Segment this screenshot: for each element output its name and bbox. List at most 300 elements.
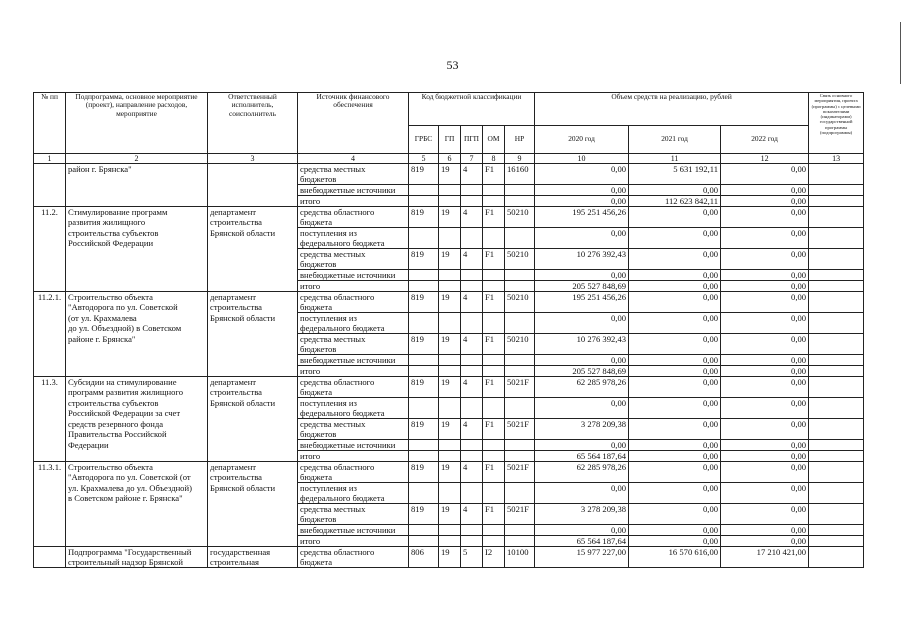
code-gp bbox=[439, 270, 461, 281]
table-row bbox=[34, 334, 864, 345]
code-gp bbox=[439, 196, 461, 207]
header-source: Источник финансового обеспечения bbox=[298, 93, 409, 154]
amount-2020: 0,00 bbox=[535, 440, 629, 451]
column-number: 13 bbox=[809, 154, 864, 164]
funding-source: средства областного bbox=[298, 462, 409, 473]
amount-2020: 0,00 bbox=[535, 270, 629, 281]
item-executor-line bbox=[208, 504, 298, 515]
table-row bbox=[34, 292, 864, 303]
funding-source: поступления из bbox=[298, 398, 409, 409]
funding-source: федерального бюджета bbox=[298, 493, 409, 504]
amount-2020: 62 285 978,26 bbox=[535, 462, 629, 483]
amount-2020: 65 564 187,64 bbox=[535, 536, 629, 547]
table-row bbox=[34, 451, 864, 462]
code-np bbox=[505, 281, 535, 292]
code-np: 5021F bbox=[505, 419, 535, 440]
item-name-line bbox=[66, 536, 208, 547]
amount-2020: 205 527 848,69 bbox=[535, 366, 629, 377]
funding-source: итого bbox=[298, 281, 409, 292]
code-om: F1 bbox=[483, 334, 505, 355]
amount-2022: 0,00 bbox=[721, 292, 809, 313]
header-year-2022: 2022 год bbox=[721, 126, 809, 154]
code-grbs bbox=[409, 451, 439, 462]
code-pgp: 5 bbox=[461, 547, 483, 568]
amount-2020: 0,00 bbox=[535, 196, 629, 207]
funding-source: бюджета bbox=[298, 302, 409, 313]
code-gp bbox=[439, 525, 461, 536]
code-om: F1 bbox=[483, 249, 505, 270]
code-gp: 19 bbox=[439, 547, 461, 568]
code-om bbox=[483, 536, 505, 547]
table-row bbox=[34, 536, 864, 547]
funding-source: бюджетов bbox=[298, 429, 409, 440]
item-executor-line bbox=[208, 429, 298, 440]
item-name-line: Строительство объекта bbox=[66, 462, 208, 473]
indicator-link bbox=[809, 377, 864, 398]
funding-source: бюджета bbox=[298, 472, 409, 483]
code-gp: 19 bbox=[439, 377, 461, 398]
item-name-line: строительный надзор Брянской bbox=[66, 557, 208, 568]
amount-2021: 0,00 bbox=[629, 334, 721, 355]
indicator-link bbox=[809, 292, 864, 313]
code-pgp: 4 bbox=[461, 292, 483, 313]
funding-source: итого bbox=[298, 536, 409, 547]
amount-2022: 0,00 bbox=[721, 462, 809, 483]
code-pgp bbox=[461, 398, 483, 419]
item-name-line: районе г. Брянска" bbox=[66, 334, 208, 345]
column-number: 1 bbox=[34, 154, 66, 164]
code-om bbox=[483, 185, 505, 196]
code-grbs bbox=[409, 536, 439, 547]
amount-2021: 0,00 bbox=[629, 377, 721, 398]
code-pgp: 4 bbox=[461, 462, 483, 483]
code-grbs bbox=[409, 313, 439, 334]
code-pgp bbox=[461, 483, 483, 504]
table-row bbox=[34, 196, 864, 207]
amount-2021: 0,00 bbox=[629, 313, 721, 334]
amount-2021: 0,00 bbox=[629, 185, 721, 196]
code-gp bbox=[439, 281, 461, 292]
code-gp: 19 bbox=[439, 207, 461, 228]
code-np bbox=[505, 525, 535, 536]
amount-2022: 0,00 bbox=[721, 355, 809, 366]
item-executor-line: строительная bbox=[208, 557, 298, 568]
item-name-line bbox=[66, 196, 208, 207]
column-number-row bbox=[34, 154, 864, 164]
funding-source: бюджетов bbox=[298, 259, 409, 270]
indicator-link bbox=[809, 547, 864, 568]
item-executor-line: строительства bbox=[208, 472, 298, 483]
table-row bbox=[34, 281, 864, 292]
item-name-line: Федерации bbox=[66, 440, 208, 451]
amount-2022: 0,00 bbox=[721, 419, 809, 440]
funding-source: внебюджетные источники bbox=[298, 270, 409, 281]
funding-source: итого bbox=[298, 451, 409, 462]
amount-2022: 0,00 bbox=[721, 249, 809, 270]
indicator-link bbox=[809, 451, 864, 462]
item-executor-line bbox=[208, 408, 298, 419]
funding-source: федерального бюджета bbox=[298, 238, 409, 249]
code-om bbox=[483, 313, 505, 334]
funding-source: внебюджетные источники bbox=[298, 185, 409, 196]
item-name-line: Субсидии на стимулирование bbox=[66, 377, 208, 388]
indicator-link bbox=[809, 355, 864, 366]
amount-2021: 0,00 bbox=[629, 483, 721, 504]
item-executor-line bbox=[208, 419, 298, 430]
amount-2021: 0,00 bbox=[629, 249, 721, 270]
indicator-link bbox=[809, 483, 864, 504]
code-np: 5021F bbox=[505, 377, 535, 398]
code-om bbox=[483, 366, 505, 377]
code-gp: 19 bbox=[439, 462, 461, 483]
code-pgp bbox=[461, 281, 483, 292]
funding-source: средства областного bbox=[298, 292, 409, 303]
funding-source: средства областного bbox=[298, 207, 409, 218]
code-om: F1 bbox=[483, 419, 505, 440]
item-name-line bbox=[66, 185, 208, 196]
table-row bbox=[34, 228, 864, 239]
indicator-link bbox=[809, 525, 864, 536]
table-row bbox=[34, 547, 864, 558]
item-name-line: в Советском районе г. Брянска" bbox=[66, 493, 208, 504]
code-pgp: 4 bbox=[461, 207, 483, 228]
item-name-line: Строительство объекта bbox=[66, 292, 208, 303]
funding-source: средства местных bbox=[298, 419, 409, 430]
amount-2022: 0,00 bbox=[721, 164, 809, 185]
code-np: 50210 bbox=[505, 292, 535, 313]
amount-2022: 0,00 bbox=[721, 525, 809, 536]
amount-2020: 3 278 209,38 bbox=[535, 504, 629, 525]
funding-source: федерального бюджета bbox=[298, 408, 409, 419]
indicator-link bbox=[809, 196, 864, 207]
indicator-link bbox=[809, 504, 864, 525]
header-year-2020: 2020 год bbox=[535, 126, 629, 154]
code-grbs bbox=[409, 525, 439, 536]
amount-2022: 0,00 bbox=[721, 377, 809, 398]
code-grbs: 819 bbox=[409, 292, 439, 313]
code-gp bbox=[439, 451, 461, 462]
indicator-link bbox=[809, 228, 864, 249]
item-executor-line bbox=[208, 323, 298, 334]
item-executor-line bbox=[208, 525, 298, 536]
code-grbs bbox=[409, 270, 439, 281]
item-executor-line bbox=[208, 440, 298, 451]
funding-source: бюджета bbox=[298, 387, 409, 398]
code-grbs bbox=[409, 483, 439, 504]
item-executor-line: строительства bbox=[208, 302, 298, 313]
item-name-line bbox=[66, 366, 208, 377]
funding-source: поступления из bbox=[298, 228, 409, 239]
header-budget-code: Код бюджетной классификации bbox=[409, 93, 535, 126]
item-name-line: Правительства Российской bbox=[66, 429, 208, 440]
amount-2020: 195 251 456,26 bbox=[535, 207, 629, 228]
code-pgp bbox=[461, 355, 483, 366]
funding-source: поступления из bbox=[298, 483, 409, 494]
funding-source: средства местных bbox=[298, 164, 409, 175]
item-name-line: программ развития жилищного bbox=[66, 387, 208, 398]
item-executor-line bbox=[208, 249, 298, 260]
funding-source: внебюджетные источники bbox=[298, 440, 409, 451]
funding-source: средства местных bbox=[298, 334, 409, 345]
code-np bbox=[505, 536, 535, 547]
item-name-line bbox=[66, 525, 208, 536]
code-om bbox=[483, 483, 505, 504]
code-pgp bbox=[461, 185, 483, 196]
item-name-line: Подпрограмма "Государственный bbox=[66, 547, 208, 558]
column-number: 8 bbox=[483, 154, 505, 164]
code-np bbox=[505, 440, 535, 451]
item-name-line bbox=[66, 174, 208, 185]
amount-2022: 0,00 bbox=[721, 313, 809, 334]
table-row bbox=[34, 398, 864, 409]
item-name-line: "Автодорога по ул. Советской bbox=[66, 302, 208, 313]
code-np bbox=[505, 355, 535, 366]
amount-2022: 0,00 bbox=[721, 228, 809, 249]
amount-2020: 205 527 848,69 bbox=[535, 281, 629, 292]
code-gp: 19 bbox=[439, 334, 461, 355]
item-name-line bbox=[66, 355, 208, 366]
item-executor-line bbox=[208, 238, 298, 249]
item-name-line bbox=[66, 451, 208, 462]
item-executor-line bbox=[208, 281, 298, 292]
column-number: 2 bbox=[66, 154, 208, 164]
amount-2021: 0,00 bbox=[629, 440, 721, 451]
amount-2021: 0,00 bbox=[629, 207, 721, 228]
funding-source: федерального бюджета bbox=[298, 323, 409, 334]
item-name-line bbox=[66, 281, 208, 292]
code-gp: 19 bbox=[439, 249, 461, 270]
amount-2021: 0,00 bbox=[629, 462, 721, 483]
amount-2020: 65 564 187,64 bbox=[535, 451, 629, 462]
item-executor-line: департамент bbox=[208, 377, 298, 388]
code-om: F1 bbox=[483, 462, 505, 483]
indicator-link bbox=[809, 270, 864, 281]
funding-source: бюджета bbox=[298, 217, 409, 228]
funding-source: средства областного bbox=[298, 547, 409, 558]
item-executor-line: департамент bbox=[208, 207, 298, 218]
header-grbs: ГРБС bbox=[409, 126, 439, 154]
amount-2020: 0,00 bbox=[535, 228, 629, 249]
amount-2020: 0,00 bbox=[535, 355, 629, 366]
code-gp: 19 bbox=[439, 164, 461, 185]
item-name-line bbox=[66, 514, 208, 525]
header-volume: Объем средств на реализацию, рублей bbox=[535, 93, 809, 126]
code-np: 10100 bbox=[505, 547, 535, 568]
amount-2020: 10 276 392,43 bbox=[535, 334, 629, 355]
table-row bbox=[34, 377, 864, 388]
item-executor-line bbox=[208, 174, 298, 185]
amount-2021: 0,00 bbox=[629, 366, 721, 377]
code-np: 5021F bbox=[505, 462, 535, 483]
item-executor-line bbox=[208, 196, 298, 207]
code-grbs bbox=[409, 281, 439, 292]
amount-2020: 195 251 456,26 bbox=[535, 292, 629, 313]
amount-2022: 0,00 bbox=[721, 270, 809, 281]
amount-2022: 0,00 bbox=[721, 451, 809, 462]
item-executor-line bbox=[208, 259, 298, 270]
item-number: 11.2.1. bbox=[34, 292, 66, 377]
code-grbs: 819 bbox=[409, 504, 439, 525]
item-executor-line bbox=[208, 270, 298, 281]
code-np: 16160 bbox=[505, 164, 535, 185]
amount-2022: 0,00 bbox=[721, 398, 809, 419]
item-executor-line: строительства bbox=[208, 217, 298, 228]
item-number bbox=[34, 547, 66, 568]
code-np bbox=[505, 196, 535, 207]
item-name-line: ул. Крахмалева до ул. Объездной) bbox=[66, 483, 208, 494]
code-om bbox=[483, 270, 505, 281]
code-grbs bbox=[409, 196, 439, 207]
column-number: 10 bbox=[535, 154, 629, 164]
amount-2020: 0,00 bbox=[535, 398, 629, 419]
code-gp bbox=[439, 355, 461, 366]
code-pgp bbox=[461, 270, 483, 281]
amount-2022: 0,00 bbox=[721, 440, 809, 451]
column-number: 12 bbox=[721, 154, 809, 164]
code-grbs: 819 bbox=[409, 377, 439, 398]
amount-2021: 112 623 842,11 bbox=[629, 196, 721, 207]
header-program: Подпрограмма, основное мероприятие (проект), направление расходов, мероприятие bbox=[66, 93, 208, 154]
amount-2022: 17 210 421,00 bbox=[721, 547, 809, 568]
column-number: 11 bbox=[629, 154, 721, 164]
item-executor-line bbox=[208, 355, 298, 366]
item-executor-line bbox=[208, 451, 298, 462]
code-np: 5021F bbox=[505, 504, 535, 525]
amount-2021: 0,00 bbox=[629, 355, 721, 366]
code-gp: 19 bbox=[439, 419, 461, 440]
code-grbs bbox=[409, 366, 439, 377]
code-np bbox=[505, 398, 535, 419]
item-executor-line bbox=[208, 344, 298, 355]
code-pgp bbox=[461, 196, 483, 207]
column-number: 3 bbox=[208, 154, 298, 164]
code-om bbox=[483, 451, 505, 462]
page-number: 53 bbox=[446, 58, 459, 72]
amount-2020: 10 276 392,43 bbox=[535, 249, 629, 270]
code-gp: 19 bbox=[439, 504, 461, 525]
code-om bbox=[483, 228, 505, 249]
indicator-link bbox=[809, 249, 864, 270]
amount-2020: 3 278 209,38 bbox=[535, 419, 629, 440]
item-executor-line: департамент bbox=[208, 462, 298, 473]
item-name-line: Российской Федерации bbox=[66, 238, 208, 249]
amount-2021: 0,00 bbox=[629, 281, 721, 292]
amount-2020: 62 285 978,26 bbox=[535, 377, 629, 398]
funding-source: средства местных bbox=[298, 504, 409, 515]
funding-source: итого bbox=[298, 196, 409, 207]
code-grbs: 819 bbox=[409, 462, 439, 483]
amount-2020: 0,00 bbox=[535, 525, 629, 536]
column-number: 4 bbox=[298, 154, 409, 164]
page-edge-line bbox=[900, 22, 901, 84]
amount-2022: 0,00 bbox=[721, 536, 809, 547]
code-gp bbox=[439, 483, 461, 504]
header-executor: Ответственный исполнитель, соисполнитель bbox=[208, 93, 298, 154]
header-om: ОМ bbox=[483, 126, 505, 154]
table-row bbox=[34, 249, 864, 260]
header-gp: ГП bbox=[439, 126, 461, 154]
amount-2022: 0,00 bbox=[721, 281, 809, 292]
code-np bbox=[505, 185, 535, 196]
item-name-line bbox=[66, 249, 208, 260]
item-name-line: Российской Федерации за счет bbox=[66, 408, 208, 419]
indicator-link bbox=[809, 313, 864, 334]
table-row bbox=[34, 313, 864, 324]
code-grbs: 819 bbox=[409, 334, 439, 355]
indicator-link bbox=[809, 281, 864, 292]
code-gp bbox=[439, 228, 461, 249]
amount-2021: 0,00 bbox=[629, 228, 721, 249]
item-name-line: развития жилищного bbox=[66, 217, 208, 228]
item-executor-line bbox=[208, 536, 298, 547]
code-grbs: 819 bbox=[409, 207, 439, 228]
amount-2022: 0,00 bbox=[721, 483, 809, 504]
indicator-link bbox=[809, 536, 864, 547]
header-year-2021: 2021 год bbox=[629, 126, 721, 154]
item-executor-line bbox=[208, 493, 298, 504]
code-np bbox=[505, 313, 535, 334]
code-pgp bbox=[461, 228, 483, 249]
amount-2022: 0,00 bbox=[721, 334, 809, 355]
amount-2022: 0,00 bbox=[721, 196, 809, 207]
indicator-link bbox=[809, 366, 864, 377]
funding-source: итого bbox=[298, 366, 409, 377]
header-pgp: ПГП bbox=[461, 126, 483, 154]
code-grbs bbox=[409, 440, 439, 451]
code-pgp bbox=[461, 366, 483, 377]
code-grbs bbox=[409, 185, 439, 196]
code-gp bbox=[439, 440, 461, 451]
table-row bbox=[34, 483, 864, 494]
code-om bbox=[483, 525, 505, 536]
code-np bbox=[505, 483, 535, 504]
table-row bbox=[34, 185, 864, 196]
amount-2021: 0,00 bbox=[629, 398, 721, 419]
item-number: 11.3. bbox=[34, 377, 66, 462]
code-gp: 19 bbox=[439, 292, 461, 313]
amount-2020: 15 977 227,00 bbox=[535, 547, 629, 568]
code-om bbox=[483, 196, 505, 207]
item-name-line bbox=[66, 344, 208, 355]
column-number: 7 bbox=[461, 154, 483, 164]
amount-2021: 0,00 bbox=[629, 292, 721, 313]
code-pgp: 4 bbox=[461, 377, 483, 398]
amount-2022: 0,00 bbox=[721, 207, 809, 228]
amount-2020: 0,00 bbox=[535, 185, 629, 196]
table-row bbox=[34, 270, 864, 281]
amount-2020: 0,00 bbox=[535, 164, 629, 185]
indicator-link bbox=[809, 207, 864, 228]
item-executor-line: департамент bbox=[208, 292, 298, 303]
financing-table bbox=[33, 92, 864, 568]
funding-source: бюджетов bbox=[298, 174, 409, 185]
item-executor-line: строительства bbox=[208, 387, 298, 398]
code-pgp: 4 bbox=[461, 419, 483, 440]
funding-source: бюджетов bbox=[298, 344, 409, 355]
indicator-link bbox=[809, 398, 864, 419]
code-om bbox=[483, 355, 505, 366]
item-executor-line: Брянской области bbox=[208, 398, 298, 409]
header-num: № пп bbox=[34, 93, 66, 154]
item-name-line: до ул. Объездной) в Советском bbox=[66, 323, 208, 334]
code-gp bbox=[439, 185, 461, 196]
item-name-line bbox=[66, 259, 208, 270]
item-executor-line: Брянской области bbox=[208, 483, 298, 494]
code-gp bbox=[439, 536, 461, 547]
item-executor-line bbox=[208, 185, 298, 196]
column-number: 5 bbox=[409, 154, 439, 164]
item-name-line bbox=[66, 270, 208, 281]
